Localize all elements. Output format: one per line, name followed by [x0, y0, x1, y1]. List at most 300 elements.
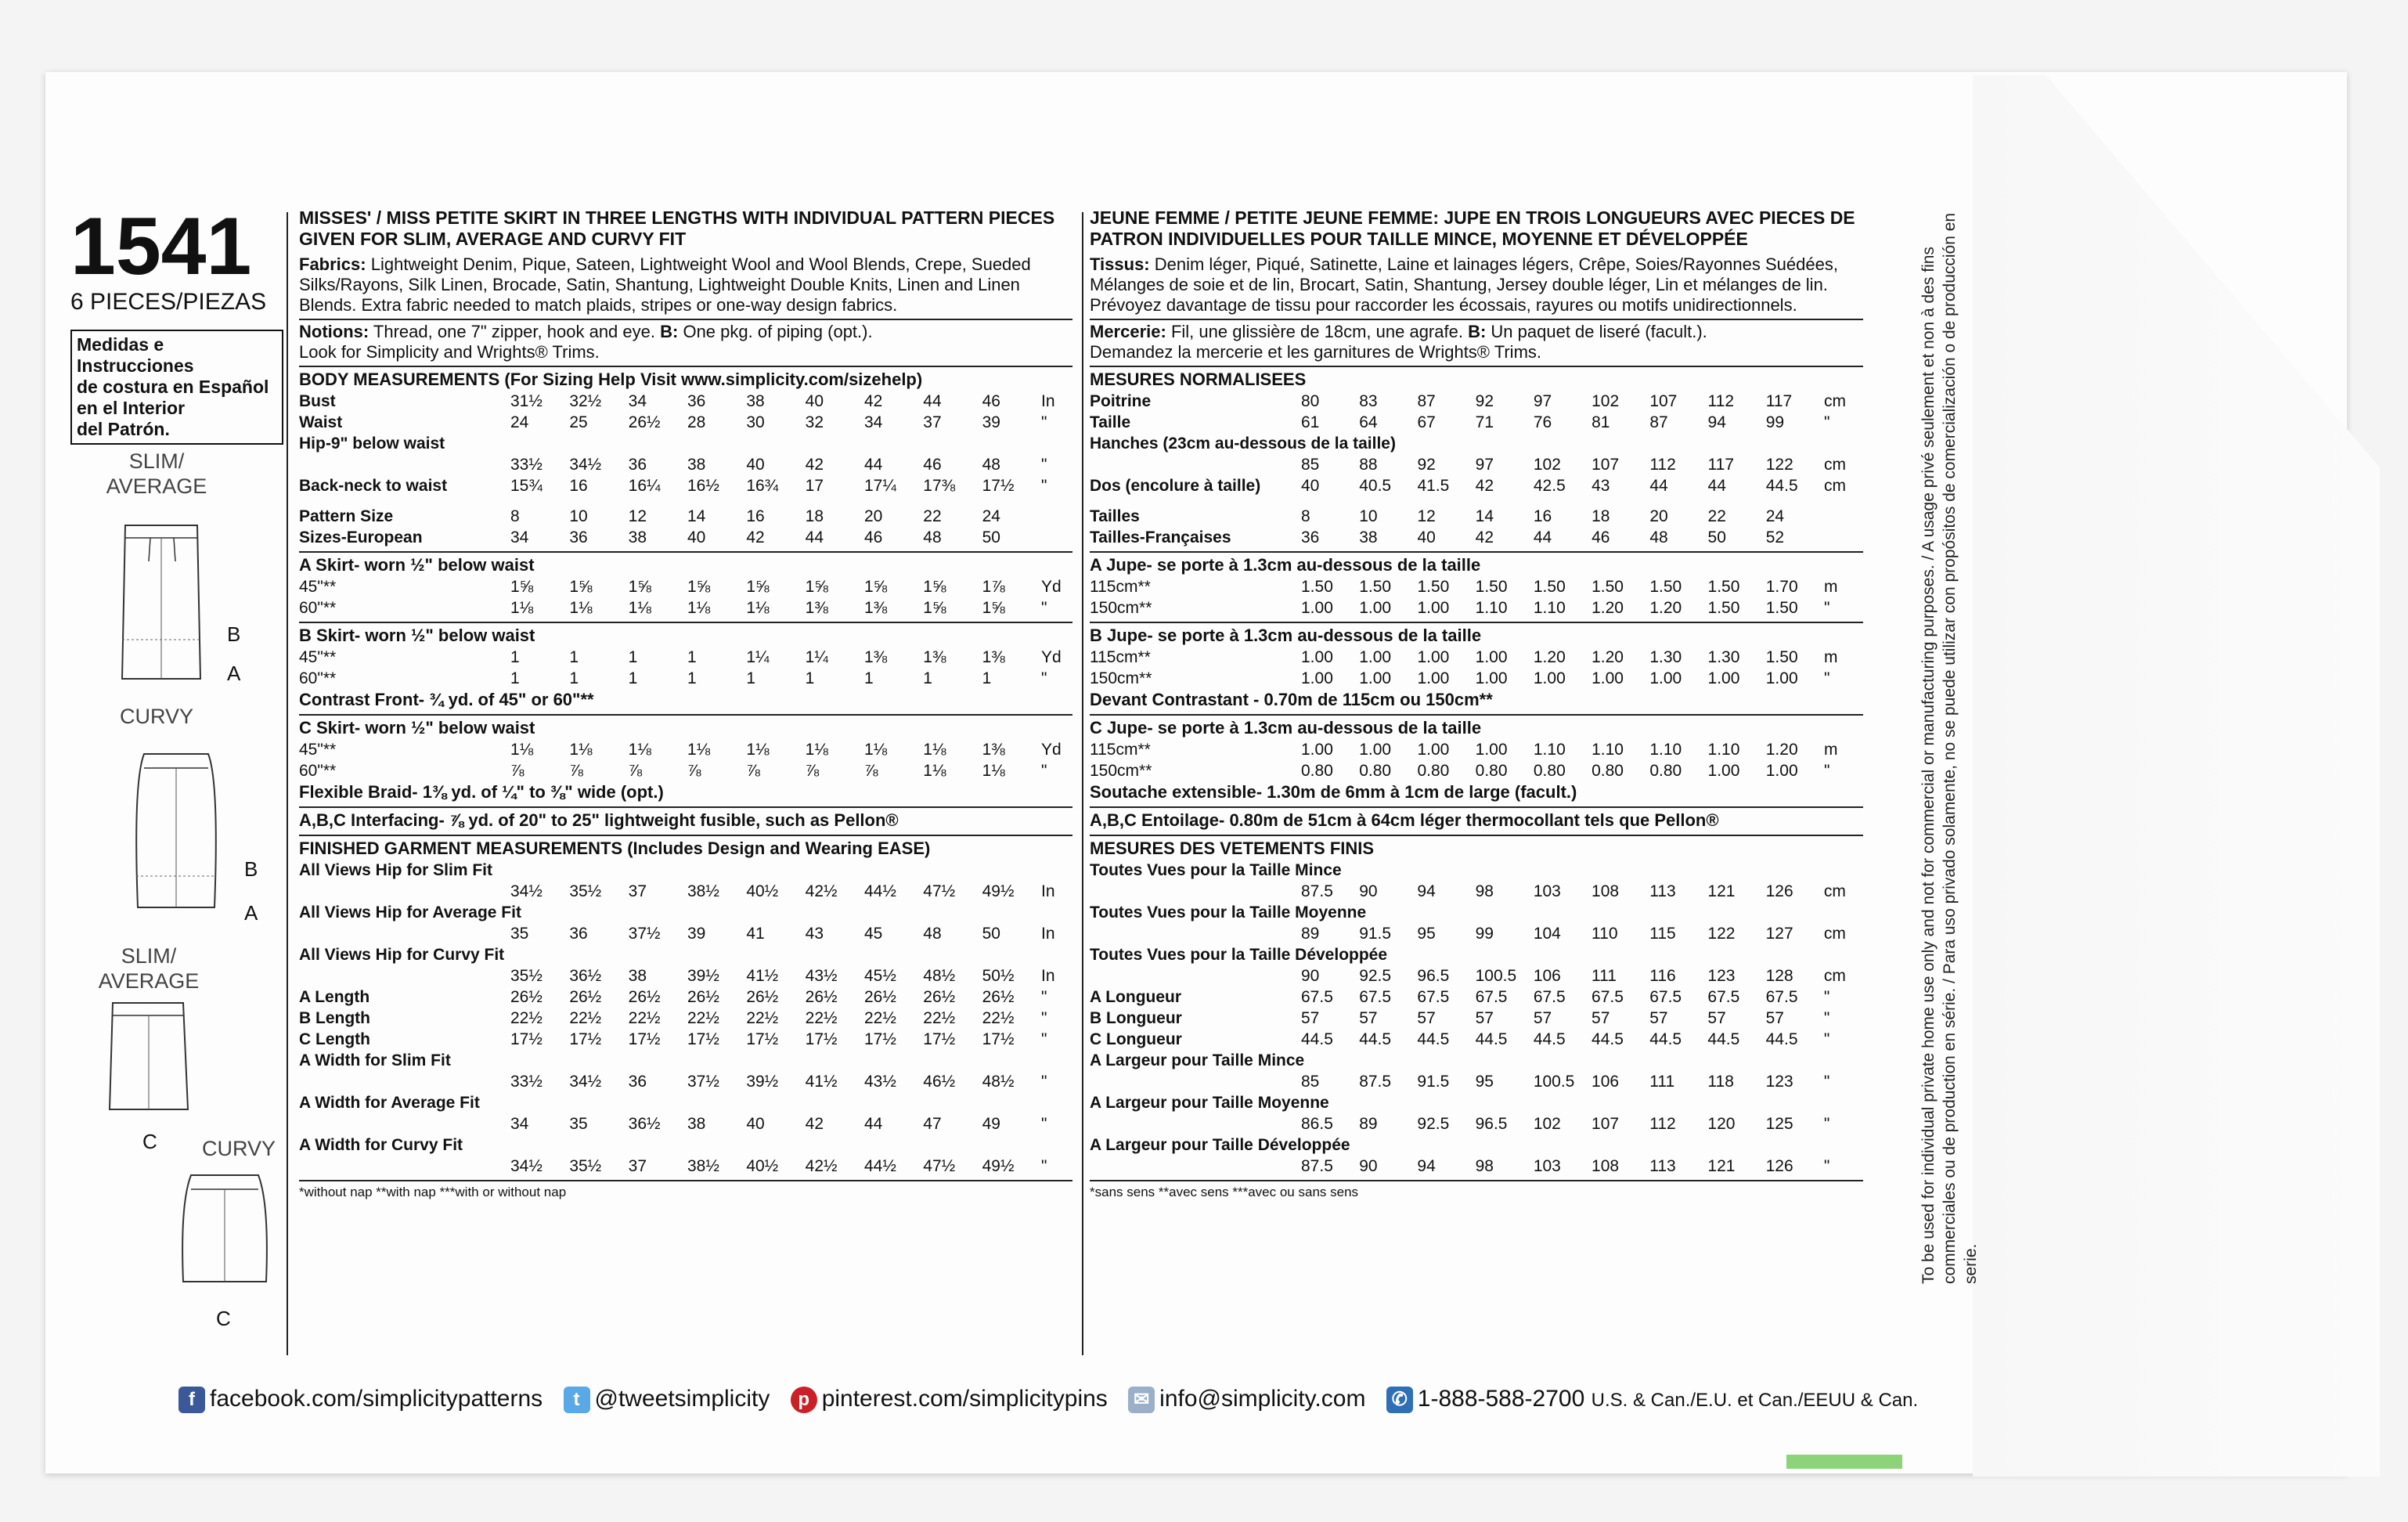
email-text: info@simplicity.com: [1159, 1386, 1366, 1412]
value-cell: 111: [1592, 967, 1617, 985]
value-cell: 1.00: [1592, 669, 1624, 687]
c-skirt-yardage-table: [299, 739, 1072, 781]
value-cell: 44: [805, 528, 824, 546]
unit-cell: ": [1041, 413, 1047, 431]
value-cell: 34: [510, 528, 529, 546]
divider: [1090, 366, 1863, 367]
unit-cell: In: [1040, 967, 1055, 985]
value-cell: 1.50: [1765, 599, 1798, 617]
unit-cell: ": [1041, 599, 1047, 617]
value-cell: 1⅞: [982, 578, 1005, 596]
row-label: 115cm**: [1090, 648, 1151, 666]
value-cell: 42.5: [1533, 477, 1566, 495]
fabrics-text: Lightweight Denim, Pique, Sateen, Lightweight Wool and Wool Blends, Crepe, Sueded Silks/Rayons, Silk Linen, Brocade, Satin, Shantung, Lightweight Double Knits, Linen and Linen Blends. Extra fabric needed to match plaids, stripes or one-way design fabrics.: [299, 254, 1031, 315]
value-cell: 28: [687, 413, 706, 431]
value-cell: ⅞: [863, 762, 878, 780]
value-cell: 89: [1301, 925, 1320, 943]
value-cell: 44: [1533, 528, 1552, 546]
table-row: [299, 475, 1072, 496]
spanish-note-line: de costura en Español: [77, 377, 269, 397]
table-row: [1090, 412, 1863, 433]
facebook-link[interactable]: [178, 1386, 543, 1412]
view-letter-b: B: [244, 857, 258, 881]
value-cell: 1⅝: [569, 578, 593, 596]
table-row: [1090, 647, 1863, 668]
value-cell: 46: [982, 392, 1000, 410]
table-row: [1090, 739, 1863, 760]
mercerie-look-text: Demandez la mercerie et les garnitures de Wrights® Trims.: [1090, 342, 1542, 362]
email-link[interactable]: [1128, 1386, 1365, 1412]
phone-link[interactable]: [1386, 1386, 1918, 1412]
unit-cell: ": [1823, 1115, 1830, 1133]
facebook-text: facebook.com/simplicitypatterns: [210, 1386, 543, 1412]
value-cell: 22½: [923, 1009, 956, 1027]
row-label: [1090, 881, 1301, 902]
value-cell: 1.10: [1475, 599, 1508, 617]
value-cell: 100.5: [1533, 1073, 1575, 1091]
value-cell: 1: [628, 669, 638, 687]
table-row: [1090, 965, 1863, 986]
value-cell: 41.5: [1417, 477, 1450, 495]
value-cell: 36½: [628, 1115, 661, 1133]
value-cell: 14: [1475, 507, 1494, 525]
body-measurements-heading: BODY MEASUREMENTS (For Sizing Help Visit www.simplicity.com/sizehelp): [299, 370, 923, 389]
b-skirt-yardage-table: [299, 647, 1072, 689]
fabrics-label: Fabrics:: [299, 254, 366, 274]
value-cell: 47: [923, 1115, 942, 1133]
value-cell: 1.20: [1533, 648, 1566, 666]
pieces-count: 6 PIECES/PIEZAS: [70, 289, 267, 315]
value-cell: 1⅛: [628, 599, 651, 617]
value-cell: 127: [1765, 925, 1793, 943]
value-cell: 1.50: [1707, 578, 1740, 596]
value-cell: 37: [923, 413, 942, 431]
table-label: All Views Hip for Curvy Fit: [299, 946, 505, 964]
pattern-number: 1541: [70, 201, 252, 292]
pinterest-text: pinterest.com/simplicitypins: [821, 1386, 1108, 1412]
unit-cell: cm: [1824, 392, 1846, 410]
table-row: [1090, 1029, 1863, 1050]
value-cell: 10: [569, 507, 588, 525]
entoilage-note: A,B,C Entoilage- 0.80m de 51cm à 64cm léger thermocollant tels que Pellon®: [1090, 810, 1719, 830]
b-jupe-metrage-table: [1090, 647, 1863, 689]
value-cell: 35½: [569, 1157, 602, 1175]
value-cell: 1.20: [1592, 648, 1624, 666]
value-cell: ⅞: [569, 762, 583, 780]
row-label: 150cm**: [1090, 762, 1152, 780]
value-cell: 1⅜: [923, 648, 946, 666]
view-label-curvy: [94, 704, 219, 729]
value-cell: 67.5: [1765, 988, 1798, 1006]
unit-cell: m: [1824, 578, 1838, 596]
mercerie-label: Mercerie:: [1090, 322, 1166, 341]
mercerie-paragraph: [1090, 322, 1863, 362]
c-jupe-metrage-table: [1090, 739, 1863, 781]
value-cell: 44½: [863, 1157, 896, 1175]
divider: [299, 835, 1072, 836]
value-cell: 1⅛: [805, 741, 828, 759]
divider: [299, 366, 1072, 367]
row-label: A Longueur: [1090, 988, 1182, 1006]
value-cell: 99: [1475, 925, 1494, 943]
view-label-slim-average: [86, 449, 227, 499]
value-cell: 46: [1592, 528, 1610, 546]
value-cell: 48: [923, 528, 942, 546]
value-cell: 39: [982, 413, 1000, 431]
value-cell: 1⅛: [569, 599, 593, 617]
table-row: [299, 860, 1072, 881]
value-cell: 88: [1359, 456, 1378, 474]
value-cell: 108: [1592, 882, 1620, 900]
value-cell: 67: [1417, 413, 1436, 431]
unit-cell: [1041, 527, 1072, 548]
value-cell: 76: [1533, 413, 1552, 431]
value-cell: 20: [1649, 507, 1668, 525]
row-label: C Longueur: [1090, 1030, 1182, 1048]
value-cell: 17⅜: [923, 477, 956, 495]
unit-cell: m: [1824, 741, 1838, 759]
value-cell: 35: [510, 925, 529, 943]
value-cell: 31½: [510, 392, 543, 410]
value-cell: 1.00: [1301, 669, 1333, 687]
value-cell: 50: [982, 528, 1000, 546]
table-label: Toutes Vues pour la Taille Mince: [1090, 861, 1342, 879]
value-cell: 1.00: [1301, 741, 1333, 759]
value-cell: 1⅛: [628, 741, 651, 759]
unit-cell: cm: [1823, 882, 1846, 900]
table-label: A Largeur pour Taille Mince: [1090, 1051, 1305, 1069]
view-label-line: AVERAGE: [98, 969, 200, 993]
value-cell: 26½: [982, 988, 1015, 1006]
value-cell: 40: [746, 456, 765, 474]
table-label: Toutes Vues pour la Taille Développée: [1090, 946, 1388, 964]
french-title: JEUNE FEMME / PETITE JEUNE FEMME: JUPE EN TROIS LONGUEURS AVEC PIECES DE PATRON INDIVIDUELLES POUR TAILLE MINCE, MOYENNE ET DÉVELOPPÉE: [1090, 207, 1855, 249]
view-letter-c: C: [216, 1307, 231, 1330]
value-cell: 1.00: [1765, 669, 1798, 687]
value-cell: 1⅝: [923, 578, 946, 596]
value-cell: 81: [1592, 413, 1610, 431]
unit-cell: In: [1040, 925, 1055, 943]
value-cell: 1.00: [1475, 648, 1508, 666]
english-title: MISSES' / MISS PETITE SKIRT IN THREE LENGTHS WITH INDIVIDUAL PATTERN PIECES GIVEN FOR SLIM, AVERAGE AND CURVY FIT: [299, 207, 1055, 249]
row-label: [299, 923, 510, 944]
value-cell: 39½: [746, 1073, 779, 1091]
divider: [299, 551, 1072, 553]
value-cell: 89: [1359, 1115, 1378, 1133]
value-cell: 1⅝: [863, 578, 888, 596]
row-label: [1090, 965, 1301, 986]
value-cell: 1⅛: [569, 741, 593, 759]
value-cell: 26½: [569, 988, 602, 1006]
value-cell: 8: [510, 507, 520, 525]
value-cell: 50: [1707, 528, 1726, 546]
value-cell: 92: [1475, 392, 1494, 410]
table-label: A Width for Average Fit: [299, 1094, 480, 1112]
contrast-front-note: Contrast Front- ¾ yd. of 45" or 60"**: [299, 690, 594, 709]
unit-cell: ": [1823, 1157, 1830, 1175]
value-cell: 10: [1359, 507, 1378, 525]
value-cell: 46½: [923, 1073, 956, 1091]
facebook-icon: f: [178, 1387, 205, 1413]
unit-cell: cm: [1824, 456, 1846, 474]
row-label: Bust: [299, 392, 336, 410]
value-cell: 1.20: [1649, 599, 1682, 617]
value-cell: 1.10: [1592, 741, 1624, 759]
value-cell: 38: [628, 967, 647, 985]
value-cell: 42: [746, 528, 765, 546]
notions-b-label: B:: [660, 322, 679, 341]
nap-footnote-fr: *sans sens **avec sens ***avec ou sans sens: [1090, 1185, 1359, 1199]
value-cell: 43½: [805, 967, 838, 985]
value-cell: 22½: [982, 1009, 1015, 1027]
unit-cell: Yd: [1041, 741, 1062, 759]
a-jupe-heading: A Jupe- se porte à 1.3cm au-dessous de la taille: [1090, 555, 1481, 575]
divider: [1090, 835, 1863, 836]
value-cell: 1: [687, 648, 697, 666]
value-cell: 57: [1475, 1009, 1494, 1027]
value-cell: 1⅝: [746, 578, 770, 596]
value-cell: 44.5: [1649, 1030, 1682, 1048]
value-cell: 120: [1707, 1115, 1736, 1133]
value-cell: 1.50: [1301, 578, 1333, 596]
value-cell: 44½: [863, 882, 896, 900]
value-cell: 112: [1649, 456, 1676, 474]
value-cell: 97: [1475, 456, 1494, 474]
table-row: [299, 597, 1072, 619]
value-cell: 1.30: [1707, 648, 1740, 666]
skirt-sketch-short: [106, 1000, 193, 1117]
row-label: [299, 1113, 510, 1134]
table-row: [299, 902, 1072, 923]
value-cell: 1: [510, 669, 520, 687]
table-row: [299, 576, 1072, 597]
a-jupe-metrage-table: [1090, 576, 1863, 619]
value-cell: 17½: [687, 1030, 719, 1048]
value-cell: 57: [1417, 1009, 1436, 1027]
mercerie-b-text: Un paquet de liseré (facult.).: [1491, 322, 1707, 341]
divider: [1090, 622, 1863, 623]
unit-cell: In: [1041, 392, 1055, 410]
value-cell: 122: [1707, 925, 1736, 943]
value-cell: 34½: [510, 882, 543, 900]
divider: [299, 319, 1072, 320]
value-cell: 123: [1707, 967, 1736, 985]
value-cell: 1.00: [1301, 648, 1333, 666]
row-label: Tailles-Françaises: [1090, 528, 1231, 546]
divider: [1090, 714, 1863, 716]
value-cell: 37: [628, 1157, 647, 1175]
mercerie-text: Fil, une glissière de 18cm, une agrafe.: [1170, 322, 1463, 341]
value-cell: 126: [1765, 1157, 1793, 1175]
value-cell: 37½: [628, 925, 661, 943]
value-cell: 42: [805, 1115, 824, 1133]
table-row: [1090, 527, 1863, 548]
spanish-note-line: en el Interior: [77, 398, 186, 418]
unit-cell: ": [1824, 599, 1830, 617]
value-cell: 67.5: [1475, 988, 1508, 1006]
value-cell: 1: [569, 648, 579, 666]
value-cell: 15¾: [510, 477, 543, 495]
value-cell: 96.5: [1475, 1115, 1508, 1133]
divider: [1090, 551, 1863, 553]
value-cell: 85: [1301, 456, 1320, 474]
value-cell: 26½: [923, 988, 956, 1006]
unit-cell: ": [1041, 762, 1047, 780]
value-cell: 104: [1533, 925, 1561, 943]
value-cell: 48½: [982, 1073, 1015, 1091]
unit-cell: [1824, 527, 1863, 548]
value-cell: 0.80: [1359, 762, 1392, 780]
value-cell: 42½: [805, 882, 838, 900]
value-cell: 57: [1592, 1009, 1610, 1027]
unit-cell: ": [1041, 456, 1047, 474]
value-cell: 57: [1707, 1009, 1726, 1027]
value-cell: 50: [982, 925, 1000, 943]
value-cell: 36: [569, 925, 588, 943]
unit-cell: ": [1041, 669, 1047, 687]
value-cell: 44: [863, 456, 883, 474]
value-cell: 90: [1359, 882, 1378, 900]
table-row: [1090, 506, 1863, 527]
value-cell: 1¼: [805, 648, 828, 666]
value-cell: 33½: [510, 456, 543, 474]
value-cell: 57: [1359, 1009, 1378, 1027]
value-cell: 106: [1533, 967, 1561, 985]
value-cell: 57: [1765, 1009, 1784, 1027]
mercerie-b-label: B:: [1468, 322, 1487, 341]
table-row: [299, 1113, 1072, 1134]
value-cell: 1⅝: [687, 578, 711, 596]
value-cell: 26½: [805, 988, 838, 1006]
row-label: [299, 1071, 510, 1092]
value-cell: 126: [1765, 882, 1793, 900]
value-cell: 46: [863, 528, 883, 546]
twitter-link[interactable]: [564, 1386, 770, 1412]
unit-cell: ": [1824, 669, 1830, 687]
table-row: [1090, 1156, 1863, 1177]
value-cell: 20: [863, 507, 883, 525]
value-cell: 42½: [805, 1157, 838, 1175]
row-label: Dos (encolure à taille): [1090, 477, 1261, 495]
unit-cell: Yd: [1041, 578, 1062, 596]
value-cell: 32: [805, 413, 824, 431]
value-cell: 35: [569, 1115, 588, 1133]
value-cell: 45½: [863, 967, 896, 985]
value-cell: 8: [1301, 507, 1310, 525]
value-cell: 38: [687, 1115, 706, 1133]
notions-label: Notions:: [299, 322, 369, 341]
value-cell: 0.80: [1592, 762, 1624, 780]
value-cell: 87.5: [1359, 1073, 1392, 1091]
value-cell: 26½: [628, 988, 661, 1006]
value-cell: 52: [1765, 528, 1785, 546]
value-cell: 0.80: [1417, 762, 1450, 780]
value-cell: 17½: [982, 477, 1015, 495]
value-cell: 83: [1359, 392, 1378, 410]
envelope-back-content: [70, 201, 1965, 1374]
mesures-finis-table: [1090, 860, 1863, 1177]
row-label: Waist: [299, 413, 343, 431]
value-cell: 26½: [510, 988, 543, 1006]
twitter-icon: t: [564, 1387, 590, 1413]
row-label: 115cm**: [1090, 578, 1151, 596]
value-cell: 36: [628, 1073, 647, 1091]
value-cell: 38: [1359, 528, 1378, 546]
table-row: [299, 647, 1072, 668]
value-cell: 96.5: [1417, 967, 1450, 985]
unit-cell: [1824, 506, 1863, 527]
view-letter-a: A: [244, 901, 258, 925]
table-row: [299, 1156, 1072, 1177]
row-label: Taille: [1090, 413, 1131, 431]
value-cell: 99: [1765, 413, 1785, 431]
value-cell: 25: [569, 413, 588, 431]
value-cell: 44: [1707, 477, 1726, 495]
b-skirt-heading: B Skirt- worn ½" below waist: [299, 626, 535, 645]
value-cell: 12: [628, 507, 647, 525]
value-cell: 40.5: [1359, 477, 1392, 495]
value-cell: 103: [1533, 1157, 1561, 1175]
unit-cell: ": [1040, 1009, 1047, 1027]
value-cell: 57: [1533, 1009, 1552, 1027]
unit-cell: ": [1041, 477, 1047, 495]
value-cell: 1.00: [1417, 599, 1450, 617]
value-cell: 1⅜: [982, 648, 1005, 666]
spanish-note-box: [70, 330, 283, 445]
pinterest-link[interactable]: [791, 1386, 1108, 1412]
value-cell: 22½: [569, 1009, 602, 1027]
value-cell: 1⅜: [982, 741, 1005, 759]
value-cell: 94: [1417, 882, 1436, 900]
view-label-line: CURVY: [119, 705, 194, 728]
envelope-icon: ✉: [1128, 1387, 1155, 1413]
value-cell: 17½: [510, 1030, 543, 1048]
value-cell: 1: [923, 669, 932, 687]
value-cell: 26½: [746, 988, 779, 1006]
value-cell: 44.5: [1417, 1030, 1450, 1048]
value-cell: 1: [746, 669, 755, 687]
mesures-finis-heading: MESURES DES VETEMENTS FINIS: [1090, 839, 1375, 858]
value-cell: 90: [1301, 967, 1320, 985]
value-cell: 36: [569, 528, 588, 546]
row-label: [1090, 1156, 1301, 1177]
table-row: [1090, 391, 1863, 412]
value-cell: 38½: [687, 1157, 719, 1175]
value-cell: 48: [982, 456, 1000, 474]
value-cell: 1: [569, 669, 579, 687]
value-cell: 1.00: [1475, 669, 1508, 687]
value-cell: 1.20: [1765, 741, 1798, 759]
table-label: A Width for Slim Fit: [299, 1051, 451, 1069]
table-row: [1090, 1113, 1863, 1134]
view-letter-b: B: [227, 622, 241, 646]
row-label: B Longueur: [1090, 1009, 1182, 1027]
value-cell: 1: [687, 669, 697, 687]
flexible-braid-note: Flexible Braid- 1⅜ yd. of ¼" to ⅜" wide (opt.): [299, 782, 664, 802]
value-cell: 61: [1301, 413, 1320, 431]
value-cell: 1⅛: [687, 741, 711, 759]
table-row: [1090, 1134, 1863, 1156]
value-cell: 1⅝: [510, 578, 534, 596]
value-cell: 112: [1707, 392, 1735, 410]
value-cell: 121: [1707, 882, 1736, 900]
table-label: Hip-9" below waist: [299, 435, 445, 453]
value-cell: 1.00: [1417, 669, 1450, 687]
row-label: C Length: [299, 1030, 370, 1048]
view-label-slim-average: [86, 943, 211, 994]
value-cell: 44.5: [1359, 1030, 1392, 1048]
unit-cell: cm: [1823, 925, 1846, 943]
